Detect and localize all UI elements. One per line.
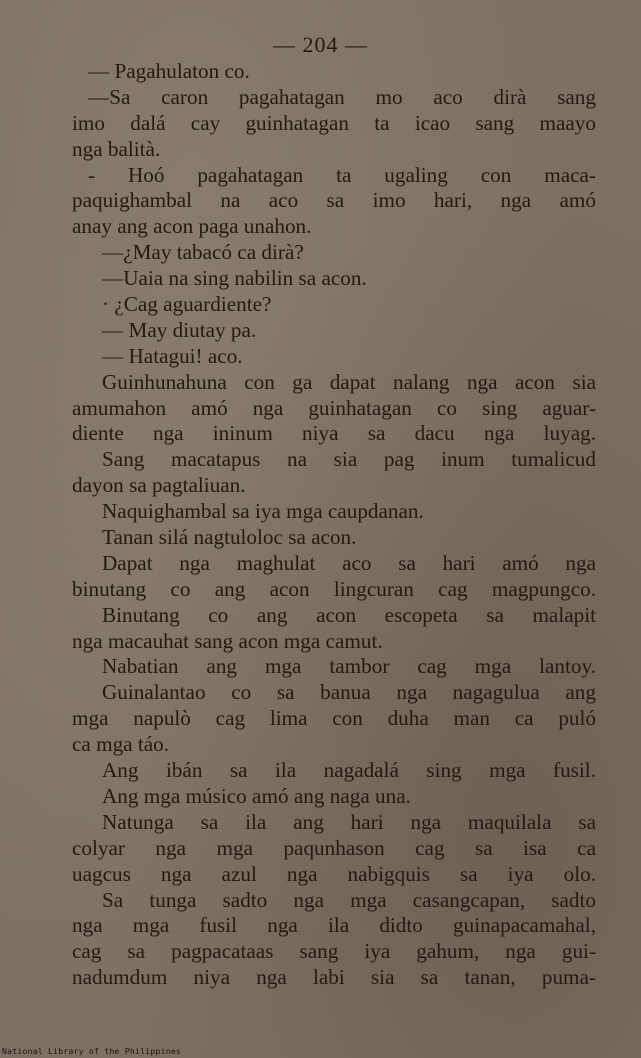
text-line: imo dalá cay guinhatagan ta icao sang maayo	[72, 110, 596, 135]
text-line: — Hatagui! aco.	[102, 343, 243, 368]
text-line: Sa tunga sadto nga mga casangcapan, sadto	[102, 887, 596, 912]
text-line: Sang macatapus na sia pag inum tumalicud	[102, 447, 596, 472]
text-line: nga macauhat sang acon mga camut.	[72, 628, 383, 653]
text-line: uagcus nga azul nga nabigquis sa iya olo.	[72, 861, 596, 886]
text-line: —¿May tabacó ca dirà?	[102, 240, 304, 265]
text-line: paquighambal na aco sa imo hari, nga amó	[72, 188, 596, 213]
text-line: diente nga ininum niya sa dacu nga luyag.	[72, 421, 596, 446]
text-line: cag sa pagpacataas sang iya gahum, nga gui-	[72, 939, 596, 964]
text-line: - Hoó pagahatagan ta ugaling con maca-	[88, 162, 596, 187]
library-credit: National Library of the Philippines	[2, 1047, 182, 1056]
text-line: anay ang acon paga unahon.	[72, 214, 312, 239]
text-line: nadumdum niya nga labi sia sa tanan, puma-	[72, 965, 596, 990]
text-line: Binutang co ang acon escopeta sa malapit	[102, 602, 596, 627]
text-line: binutang co ang acon lingcuran cag magpungco.	[72, 576, 596, 601]
text-line: Natunga sa ila ang hari nga maquilala sa	[102, 809, 596, 834]
text-line: Dapat nga maghulat aco sa hari amó nga	[102, 550, 596, 575]
text-line: Guinalantao co sa banua nga nagagulua ang	[102, 680, 596, 705]
text-line: Ang ibán sa ila nagadalá sing mga fusil.	[102, 758, 596, 783]
text-line: nga mga fusil nga ila didto guinapacamahal,	[72, 913, 596, 938]
text-line: Ang mga músico amó ang naga una.	[102, 783, 411, 808]
page-number: — 204 —	[273, 32, 368, 57]
text-line: nga balità.	[72, 136, 161, 161]
page-body	[72, 59, 596, 991]
text-line: —Sa caron pagahatagan mo aco dirà sang	[88, 84, 596, 109]
text-line: ca mga táo.	[72, 732, 170, 757]
text-line: amumahon amó nga guinhatagan co sing aguar-	[72, 395, 596, 420]
text-line: · ¿Cag aguardiente?	[102, 292, 272, 317]
text-line: — Pagahulaton co.	[88, 59, 250, 83]
text-line: Tanan silá nagtuloloc sa acon.	[102, 525, 357, 550]
text-line: — May diutay pa.	[102, 317, 257, 342]
text-line: —Uaia na sing nabilin sa acon.	[102, 266, 367, 291]
text-line: Naquighambal sa iya mga caupdanan.	[102, 499, 424, 524]
text-line: dayon sa pagtaliuan.	[72, 473, 246, 498]
text-line: colyar nga mga paqunhason cag sa isa ca	[72, 835, 596, 860]
text-line: Guinhunahuna con ga dapat nalang nga acon sia	[102, 369, 596, 394]
text-line: Nabatian ang mga tambor cag mga lantoy.	[102, 654, 596, 679]
text-line: mga napulò cag lima con duha man ca puló	[72, 706, 596, 731]
